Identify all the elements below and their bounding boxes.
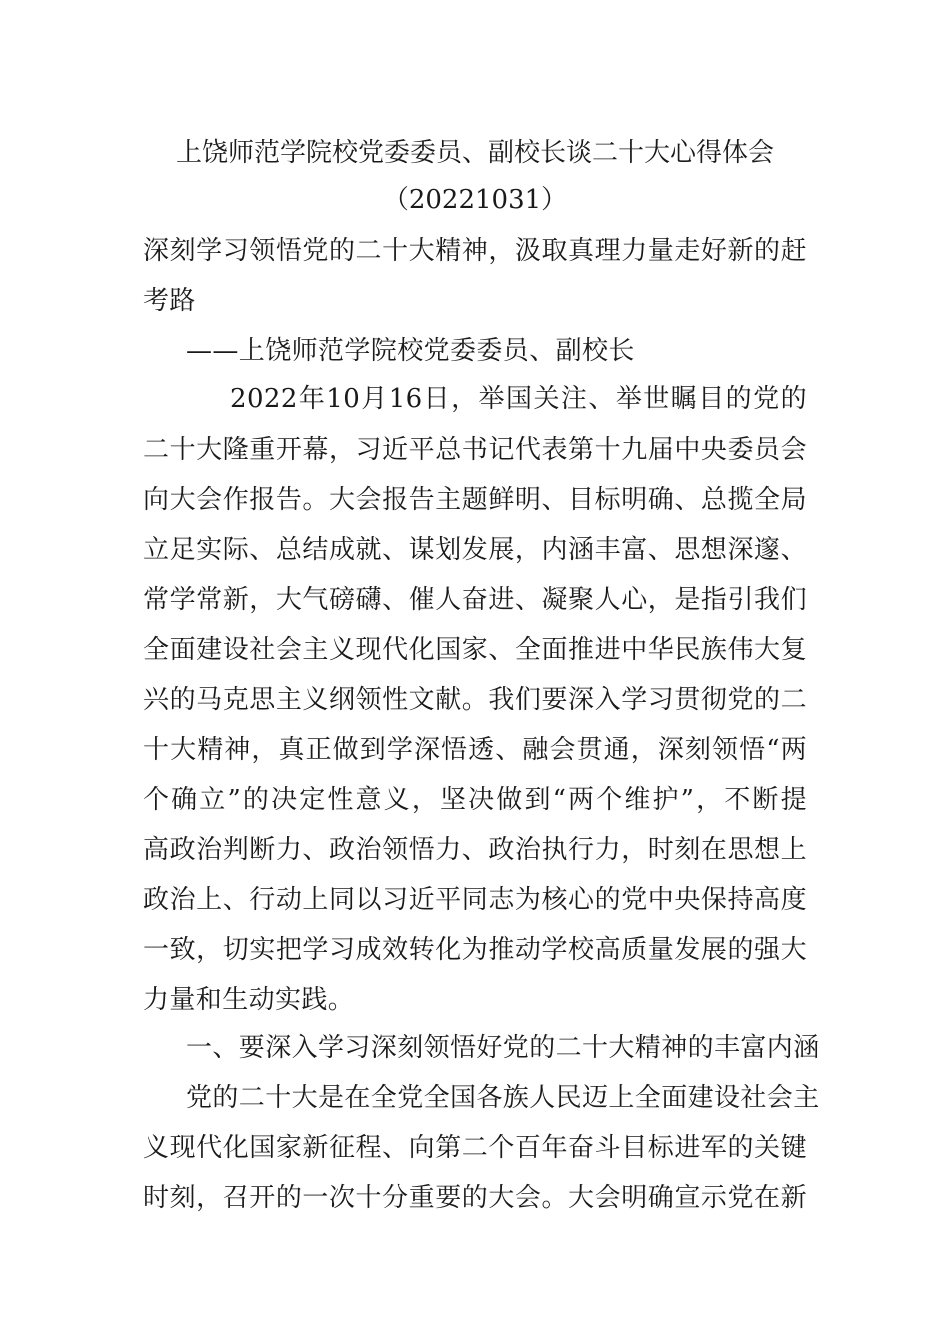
section-heading: 一、要深入学习深刻领悟好党的二十大精神的丰富内涵 bbox=[186, 1033, 820, 1063]
body-line: 立足实际、总结成就、谋划发展，内涵丰富、思想深邃、 bbox=[143, 535, 807, 565]
document-title: 上饶师范学院校党委委员、副校长谈二十大心得体会 bbox=[175, 138, 774, 168]
section-line: 党的二十大是在全党全国各族人民迈上全面建设社会主 bbox=[186, 1083, 820, 1113]
article-title-line: 深刻学习领悟党的二十大精神，汲取真理力量走好新的赶 bbox=[143, 236, 807, 266]
author-line: ——上饶师范学院校党委委员、副校长 bbox=[186, 336, 635, 366]
section-line: 义现代化国家新征程、向第二个百年奋斗目标进军的关键 bbox=[143, 1133, 807, 1163]
body-line: 2022年10月16日，举国关注、举世瞩目的党的 bbox=[230, 384, 807, 414]
body-line: 全面建设社会主义现代化国家、全面推进中华民族伟大复 bbox=[143, 635, 807, 665]
body-line: 政治上、行动上同以习近平同志为核心的党中央保持高度 bbox=[143, 885, 807, 915]
body-line: 一致，切实把学习成效转化为推动学校高质量发展的强大 bbox=[143, 935, 807, 965]
body-line: 高政治判断力、政治领悟力、政治执行力，时刻在思想上 bbox=[143, 835, 807, 865]
body-line: 常学常新，大气磅礴、催人奋进、凝聚人心，是指引我们 bbox=[143, 585, 807, 615]
body-line: 二十大隆重开幕，习近平总书记代表第十九届中央委员会 bbox=[143, 435, 807, 465]
body-line: 向大会作报告。大会报告主题鲜明、目标明确、总揽全局 bbox=[143, 485, 807, 515]
body-line: 力量和生动实践。 bbox=[143, 985, 355, 1015]
document-date: （20221031） bbox=[382, 185, 568, 215]
article-title-line: 考路 bbox=[143, 286, 196, 316]
section-line: 时刻，召开的一次十分重要的大会。大会明确宣示党在新 bbox=[143, 1183, 807, 1213]
body-line: 兴的马克思主义纲领性文献。我们要深入学习贯彻党的二 bbox=[143, 685, 807, 715]
body-line: 十大精神，真正做到学深悟透、融会贯通，深刻领悟“两 bbox=[143, 735, 807, 765]
body-line: 个确立”的决定性意义，坚决做到“两个维护”，不断提 bbox=[143, 785, 807, 815]
